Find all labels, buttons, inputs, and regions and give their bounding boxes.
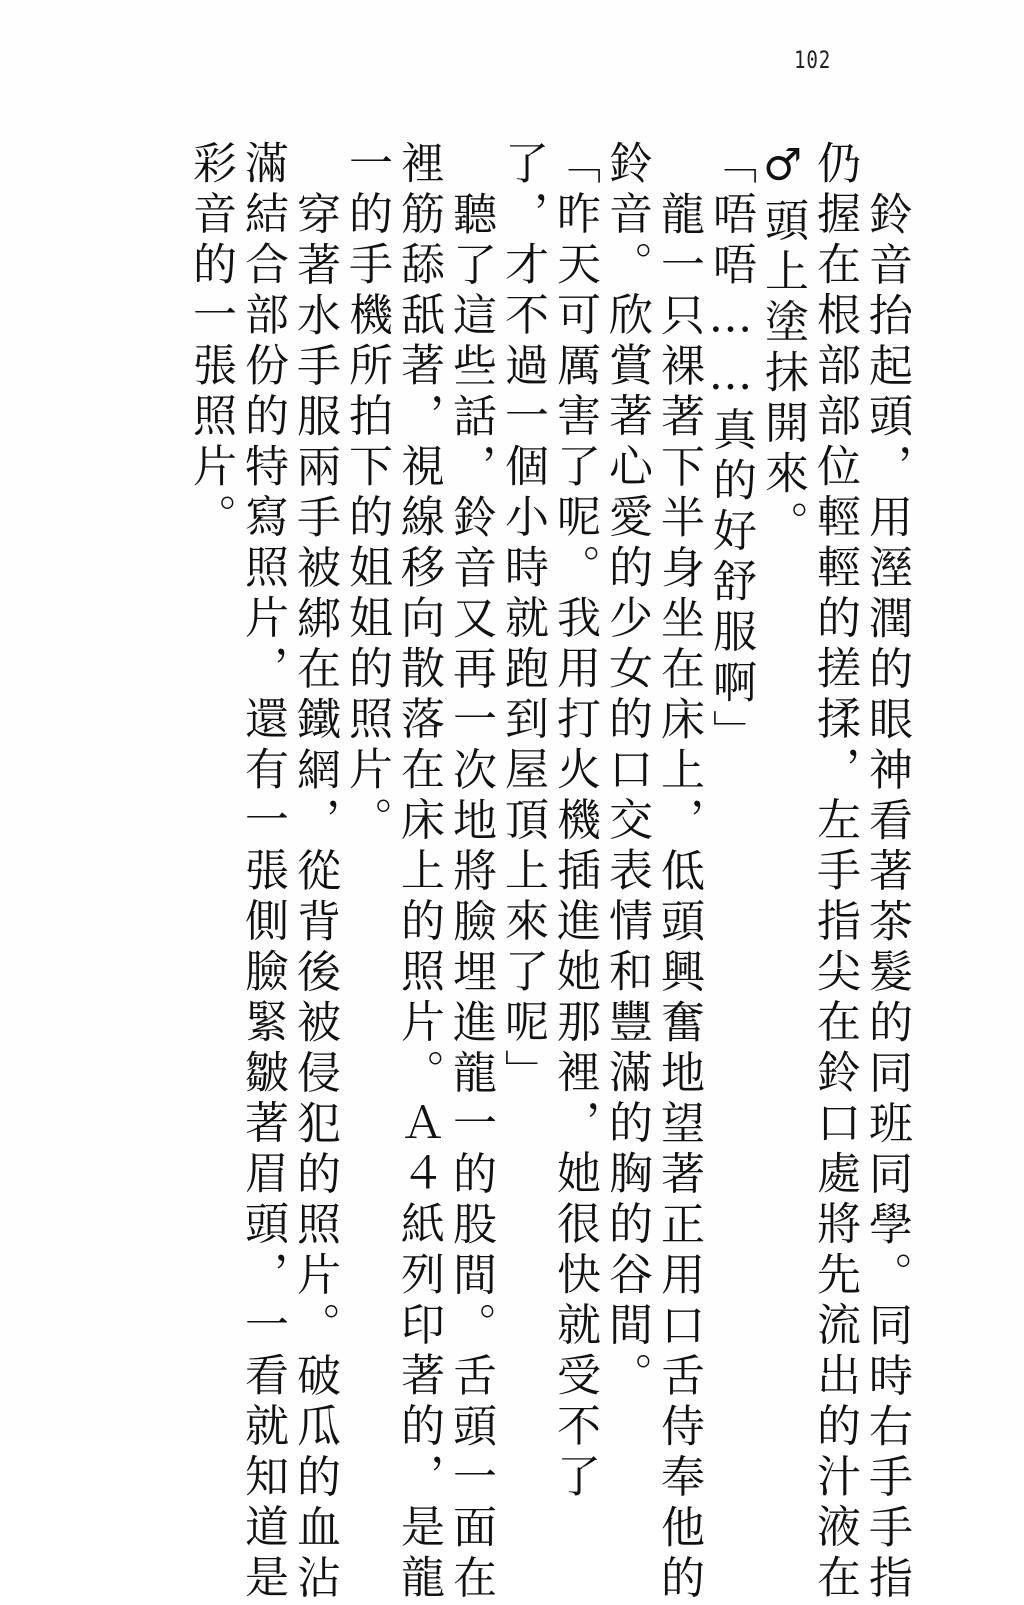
vertical-text-body	[152, 140, 912, 1605]
text-line: 鈴音抬起頭，用溼潤的眼神看著茶髮的同班同學。同時右手手指	[861, 190, 912, 1605]
text-line: 「唔唔……真的好舒服啊」	[705, 140, 756, 760]
text-line: 一的手機所拍下的姐姐的照片。	[341, 140, 392, 847]
text-line: 鈴音。欣賞著心愛的少女的口交表情和豐滿的胸的谷間。	[601, 140, 652, 1403]
text-line: 聽了這些話，鈴音又再一次地將臉埋進龍一的股間。舌頭一面在	[445, 190, 496, 1605]
text-line: 仍握在根部部位輕輕的搓揉，左手指尖在鈴口處將先流出的汁液在	[809, 140, 860, 1605]
text-line: 了，才不過一個小時就跑到屋頂上來了呢」	[497, 140, 548, 1100]
text-line: 穿著水手服兩手被綁在鐵網，從背後被侵犯的照片。破瓜的血沾	[289, 190, 340, 1605]
text-line: 彩音的一張照片。	[185, 140, 236, 544]
text-line: 裡筋舔舐著，視線移向散落在床上的照片。Ａ４紙列印著的，是龍	[393, 140, 444, 1605]
text-line: 「昨天可厲害了呢。我用打火機插進她那裡，她很快就受不了	[549, 140, 600, 1504]
text-line: 龍一只裸著下半身坐在床上，低頭興奮地望著正用口舌侍奉他的	[653, 190, 704, 1605]
page-number: 102	[794, 46, 832, 74]
text-line: ♂頭上塗抹開來。	[757, 140, 808, 551]
text-line: 滿結合部份的特寫照片，還有一張側臉緊皺著眉頭，一看就知道是	[237, 140, 288, 1605]
